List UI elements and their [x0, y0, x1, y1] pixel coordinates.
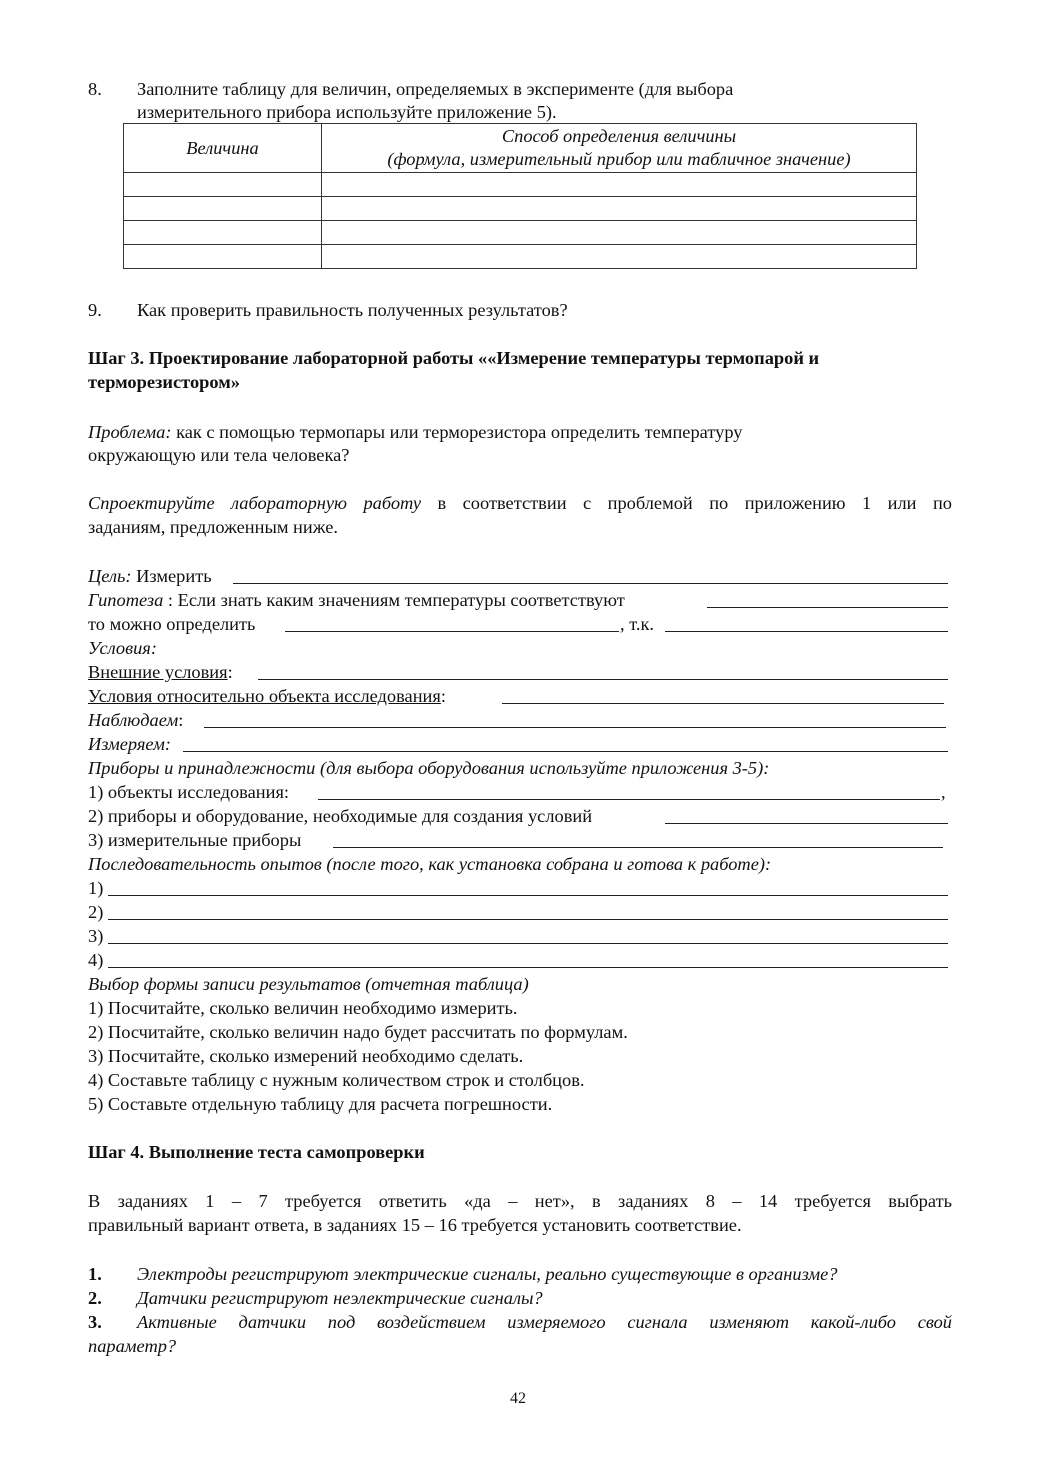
problem-label: Проблема:	[88, 422, 172, 442]
devices-equipment-blank[interactable]	[665, 823, 948, 824]
table-header-quantity: Величина	[124, 124, 322, 173]
hypothesis-text: : Если знать каким значениям температуры соответствуют	[163, 590, 625, 610]
table-cell[interactable]	[322, 221, 917, 245]
format-item-2: 2) Посчитайте, сколько величин надо будет рассчитать по формулам.	[88, 1022, 628, 1042]
goal-blank[interactable]	[233, 583, 948, 584]
q9-number: 9.	[88, 300, 102, 320]
sequence-heading: Последовательность опытов (после того, как установка собрана и готова к работе):	[88, 854, 772, 874]
sequence-blank-1[interactable]	[108, 895, 948, 896]
format-item-4: 4) Составьте таблицу с нужным количеством строк и столбцов.	[88, 1070, 585, 1090]
table-cell[interactable]	[124, 245, 322, 269]
q8-text-line2: измерительного прибора используйте приложение 5).	[137, 102, 557, 122]
sequence-item-4: 4)	[88, 950, 104, 970]
colon: :	[178, 710, 184, 730]
sequence-item-1: 1)	[88, 878, 104, 898]
table-header-row	[124, 124, 917, 173]
design-text: в соответствии с проблемой по приложению 1 или по	[421, 493, 952, 513]
q9-text: Как проверить правильность полученных результатов?	[137, 300, 568, 320]
devices-equipment-label: 2) приборы и оборудование, необходимые для создания условий	[88, 806, 593, 826]
sequence-item-3: 3)	[88, 926, 104, 946]
external-conditions-blank[interactable]	[258, 679, 948, 680]
observe-line	[88, 708, 183, 732]
sequence-blank-2[interactable]	[108, 919, 948, 920]
quantities-table	[123, 123, 917, 269]
external-conditions-label: Внешние условия	[88, 662, 228, 682]
design-line2: заданиям, предложенным ниже.	[88, 517, 338, 537]
relative-conditions-blank[interactable]	[502, 703, 944, 704]
observe-label: Наблюдаем	[88, 710, 179, 730]
colon: :	[440, 686, 446, 706]
hypothesis-blank-1[interactable]	[707, 607, 948, 608]
devices-objects-label: 1) объекты исследования:	[88, 782, 290, 802]
measure-label: Измеряем:	[88, 734, 171, 754]
devices-instruments-blank[interactable]	[333, 847, 943, 848]
goal-line	[88, 564, 212, 588]
devices-objects-comma: ,	[941, 782, 946, 802]
table-header-method	[322, 124, 917, 173]
external-conditions-line	[88, 660, 233, 684]
conditions-label: Условия:	[88, 638, 157, 658]
design-label: Спроектируйте лабораторную работу	[88, 493, 422, 513]
test-question-1-number: 1.	[88, 1264, 102, 1284]
format-heading: Выбор формы записи результатов (отчетная таблица)	[88, 974, 529, 994]
measure-blank[interactable]	[183, 751, 948, 752]
table-cell[interactable]	[322, 197, 917, 221]
table-row	[124, 173, 917, 197]
hypothesis-line2a: то можно определить	[88, 614, 256, 634]
step4-title: Шаг 4. Выполнение теста самопроверки	[88, 1142, 425, 1162]
problem-text: как с помощью термопары или терморезистора определить температуру	[171, 422, 743, 442]
design-line1	[88, 491, 952, 515]
q8-text-line1: Заполните таблицу для величин, определяемых в эксперименте (для выбора	[137, 79, 734, 99]
goal-text: Измерить	[131, 566, 212, 586]
devices-instruments-label: 3) измерительные приборы	[88, 830, 302, 850]
format-item-1: 1) Посчитайте, сколько величин необходимо измерить.	[88, 998, 518, 1018]
table-cell[interactable]	[124, 221, 322, 245]
hypothesis-label: Гипотеза	[88, 590, 164, 610]
problem-line2: окружающую или тела человека?	[88, 445, 350, 465]
table-cell[interactable]	[322, 245, 917, 269]
step4-intro-line1: В заданиях 1 – 7 требуется ответить «да – нет», в заданиях 8 – 14 требуется выбрать	[88, 1191, 952, 1211]
sequence-blank-3[interactable]	[108, 943, 948, 944]
format-item-5: 5) Составьте отдельную таблицу для расчета погрешности.	[88, 1094, 553, 1114]
goal-label: Цель:	[88, 566, 132, 586]
hypothesis-blank-3[interactable]	[665, 631, 948, 632]
hypothesis-blank-2[interactable]	[285, 631, 619, 632]
sequence-blank-4[interactable]	[108, 967, 948, 968]
step3-title-line1: Шаг 3. Проектирование лабораторной работы ««Измерение температуры термопарой и	[88, 348, 820, 368]
hypothesis-line2b: , т.к.	[620, 614, 654, 634]
problem-line1	[88, 420, 742, 444]
devices-objects-blank[interactable]	[318, 799, 940, 800]
observe-blank[interactable]	[204, 727, 946, 728]
page-number: 42	[510, 1390, 526, 1407]
table-row	[124, 197, 917, 221]
table-header-method-line1: Способ определения величины	[501, 126, 737, 146]
relative-conditions-label: Условия относительно объекта исследования	[88, 686, 441, 706]
test-question-3-text: Активные датчики под воздействием измеряемого сигнала изменяют какой-либо свой	[137, 1312, 952, 1332]
step4-intro-line2: правильный вариант ответа, в заданиях 15 – 16 требуется установить соответствие.	[88, 1215, 742, 1235]
table-header-method-line2: (формула, измерительный прибор или табличное значение)	[387, 149, 851, 169]
table-cell[interactable]	[124, 173, 322, 197]
test-question-2-text: Датчики регистрируют неэлектрические сигналы?	[137, 1288, 543, 1308]
table-row	[124, 245, 917, 269]
sequence-item-2: 2)	[88, 902, 104, 922]
test-question-1-text: Электроды регистрируют электрические сигналы, реально существующие в организме?	[137, 1264, 838, 1284]
colon: :	[227, 662, 233, 682]
step3-title-line2: терморезистором»	[88, 372, 240, 392]
test-question-3-number: 3.	[88, 1312, 102, 1332]
test-question-2-number: 2.	[88, 1288, 102, 1308]
q8-number: 8.	[88, 79, 102, 99]
format-item-3: 3) Посчитайте, сколько измерений необходимо сделать.	[88, 1046, 524, 1066]
devices-heading: Приборы и принадлежности (для выбора оборудования используйте приложения 3-5):	[88, 758, 770, 778]
hypothesis-line1	[88, 588, 625, 612]
test-question-3-text-cont: параметр?	[88, 1336, 177, 1356]
table-row	[124, 221, 917, 245]
table-cell[interactable]	[124, 197, 322, 221]
table-cell[interactable]	[322, 173, 917, 197]
relative-conditions-line	[88, 684, 446, 708]
